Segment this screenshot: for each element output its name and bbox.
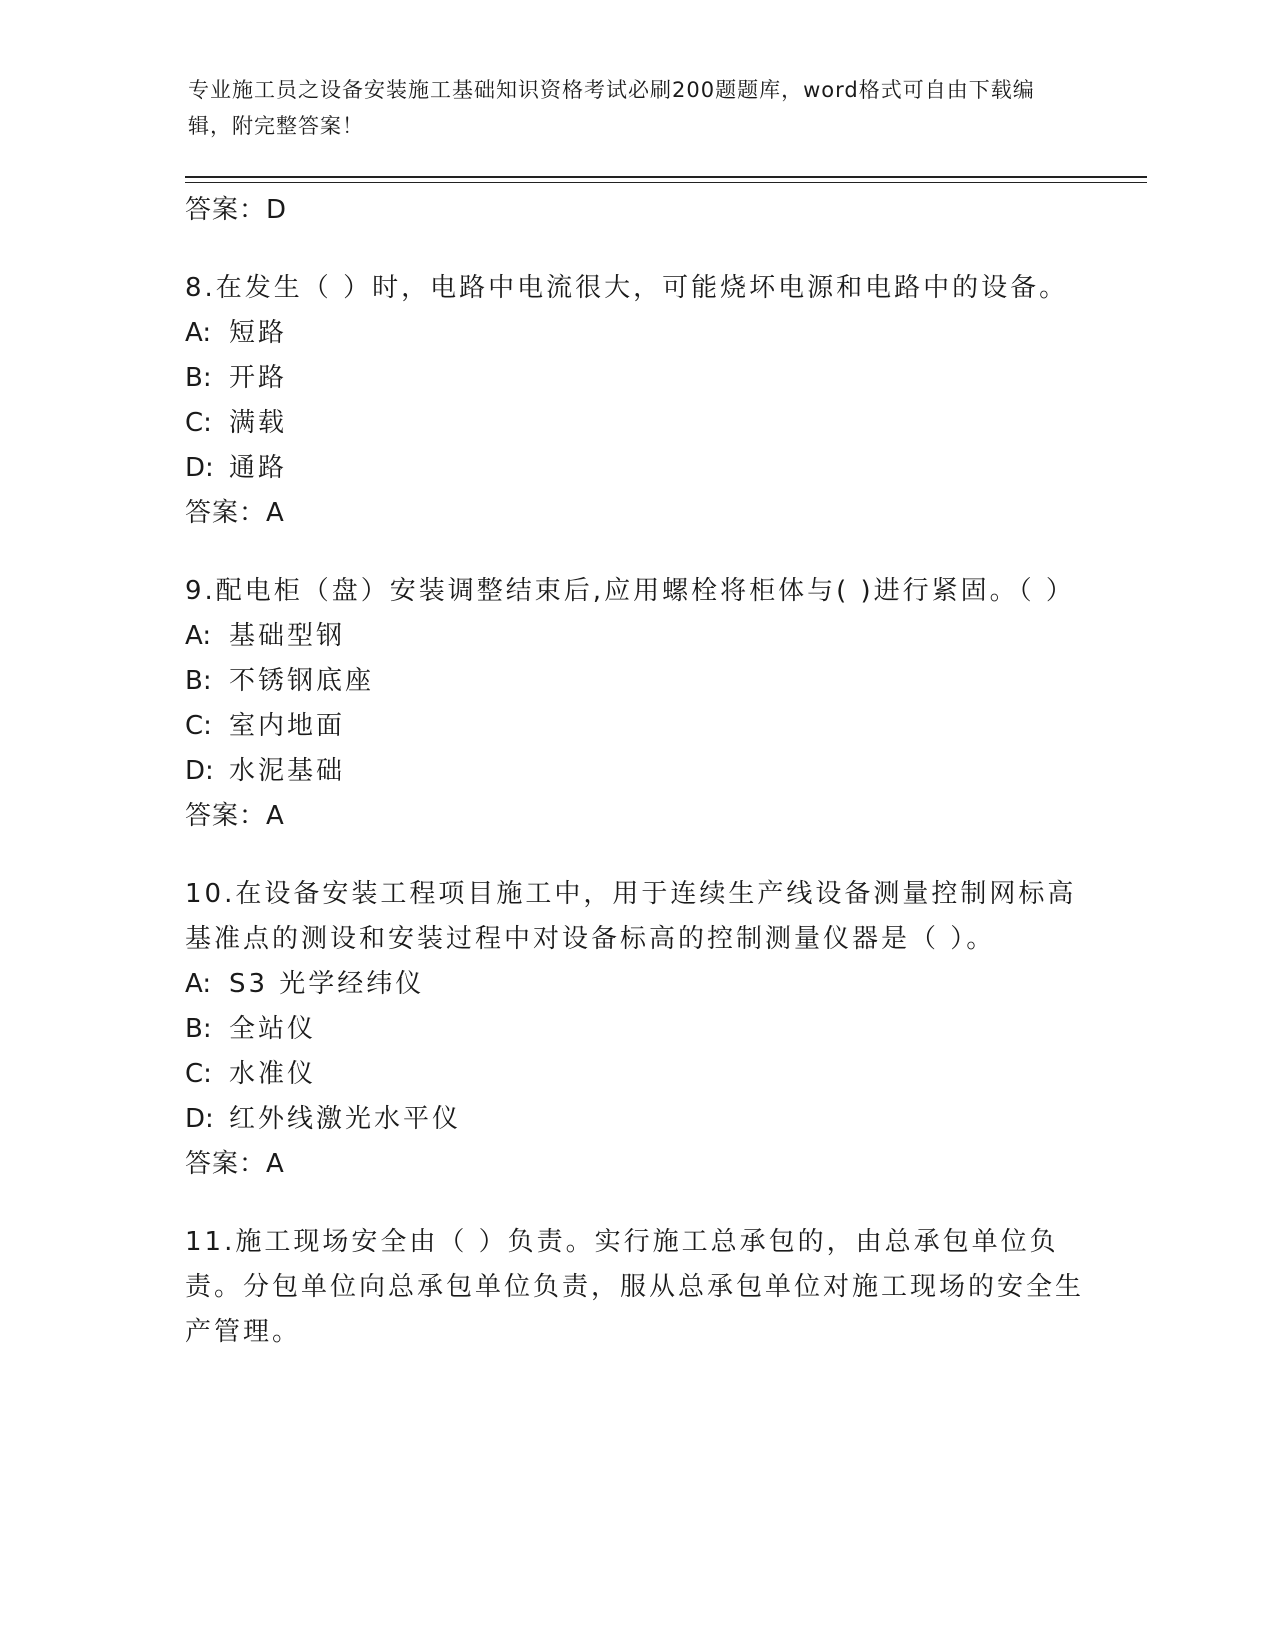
option-letter: C: [185,1059,212,1089]
answer-line: 答案：A [185,1149,285,1179]
question-text: 11.施工现场安全由（ ）负责。实行施工总承包的，由总承包单位负责。分包单位向总承包单位负责，服从总承包单位对施工现场的安全生产管理。 [185,1227,1085,1347]
option-item [185,1097,1085,1142]
question-block [185,266,1085,536]
option-text: 水准仪 [229,1059,317,1089]
option-item [185,356,1085,401]
option-letter: C: [185,711,212,741]
option-item [185,1007,1085,1052]
header-divider-thick [185,176,1147,178]
option-item [185,704,1085,749]
option-item [185,311,1085,356]
option-letter: A: [185,621,212,651]
option-item [185,1052,1085,1097]
option-letter: D: [185,453,214,483]
option-text: 室内地面 [229,711,346,741]
answer-line: 答案：A [185,801,285,831]
option-text: 通路 [229,453,288,483]
option-letter: A: [185,969,212,999]
option-text: 不锈钢底座 [229,666,375,696]
header-divider-thin [185,182,1147,183]
question-list [185,188,1085,1355]
option-text: 基础型钢 [229,621,346,651]
question-block [185,569,1085,839]
question-text: 9.配电柜（盘）安装调整结束后,应用螺栓将柜体与( )进行紧固。（ ） [185,576,1075,606]
option-text: S3 光学经纬仪 [229,969,425,999]
option-letter: C: [185,408,212,438]
option-letter: B: [185,363,212,393]
option-text: 开路 [229,363,288,393]
option-text: 全站仪 [229,1014,317,1044]
page-header: 专业施工员之设备安装施工基础知识资格考试必刷200题题库，word格式可自由下载编辑，附完整答案！ [188,78,1035,138]
option-item [185,749,1085,794]
option-text: 红外线激光水平仪 [229,1104,462,1134]
option-letter: B: [185,666,212,696]
option-text: 短路 [229,318,288,348]
option-letter: B: [185,1014,212,1044]
option-letter: D: [185,1104,214,1134]
answer-line: 答案：A [185,498,285,528]
question-text: 10.在设备安装工程项目施工中，用于连续生产线设备测量控制网标高基准点的测设和安装过程中对设备标高的控制测量仪器是（ ）。 [185,879,1077,954]
option-item [185,446,1085,491]
option-item [185,614,1085,659]
question-text: 8.在发生（ ）时，电路中电流很大，可能烧坏电源和电路中的设备。 [185,273,1069,303]
option-text: 水泥基础 [229,756,346,786]
option-text: 满载 [229,408,288,438]
option-letter: D: [185,756,214,786]
option-letter: A: [185,318,212,348]
question-block [185,1220,1085,1355]
option-item [185,659,1085,704]
option-item [185,401,1085,446]
answer-line: 答案：D [185,195,288,225]
question-block [185,872,1085,1187]
option-item [185,962,1085,1007]
